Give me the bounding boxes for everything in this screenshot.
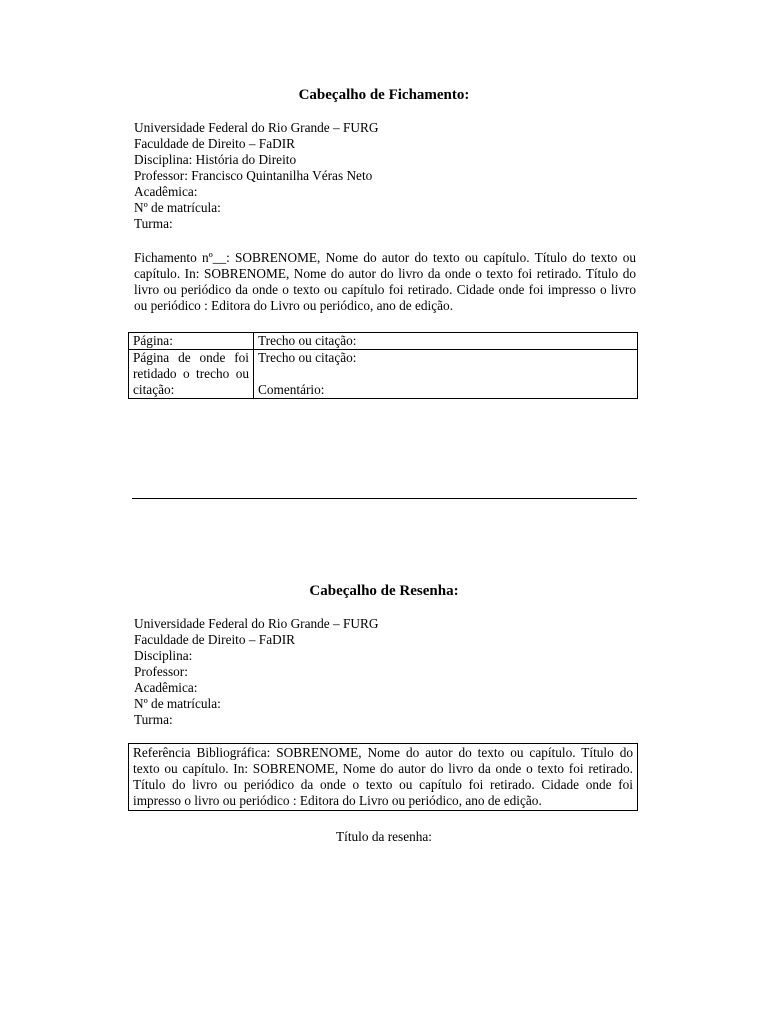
table-row: [129, 333, 638, 350]
resenha-title: Cabeçalho de Resenha:: [309, 583, 459, 599]
fichamento-table: [128, 332, 638, 399]
review-title: Título da resenha:: [336, 829, 432, 844]
table-cell-excerpt-comment: [254, 350, 638, 399]
spacer: [258, 366, 633, 382]
fichamento-header: [134, 120, 634, 232]
fichamento-citation: Fichamento nº__: SOBRENOME, Nome do autor do texto ou capítulo. Título do texto ou capítulo. In: SOBRENOME, Nome do autor do livro da onde o texto foi retirado. Título do livro ou periódico da onde o texto ou capítulo foi retirado. Cidade onde foi impresso o livro ou periódico : Editora do Livro ou periódico, ano de edição.: [134, 250, 636, 313]
section-divider: [132, 498, 637, 499]
table-row: [129, 350, 638, 399]
table-cell-page-label: Página:: [129, 333, 254, 350]
table-cell-excerpt-label: Trecho ou citação:: [254, 333, 638, 350]
table-cell-page-description: Página de onde foi retidado o trecho ou citação:: [129, 350, 254, 399]
header-faculty: Faculdade de Direito – FaDIR: [134, 632, 295, 647]
resenha-header: [134, 616, 634, 728]
header-registration: Nº de matrícula:: [134, 200, 221, 215]
header-registration: Nº de matrícula:: [134, 696, 221, 711]
header-professor: Professor:: [134, 664, 188, 679]
header-discipline: Disciplina: História do Direito: [134, 152, 297, 167]
comment-label: Comentário:: [258, 382, 325, 397]
excerpt-label: Trecho ou citação:: [258, 350, 357, 365]
header-student: Acadêmica:: [134, 184, 198, 199]
header-class: Turma:: [134, 712, 173, 727]
bibliographic-reference-box: Referência Bibliográfica: SOBRENOME, Nome do autor do texto ou capítulo. Título do texto ou capítulo. In: SOBRENOME, Nome do autor do livro da onde o texto foi retirado. Título do livro ou periódico da onde o texto ou capítulo foi retirado. Cidade onde foi impresso o livro ou periódico : Editora do Livro ou periódico, ano de edição.: [128, 743, 638, 811]
header-professor: Professor: Francisco Quintanilha Véras Neto: [134, 168, 373, 183]
header-university: Universidade Federal do Rio Grande – FURG: [134, 120, 379, 135]
header-university: Universidade Federal do Rio Grande – FURG: [134, 616, 379, 631]
header-class: Turma:: [134, 216, 173, 231]
header-faculty: Faculdade de Direito – FaDIR: [134, 136, 295, 151]
header-student: Acadêmica:: [134, 680, 198, 695]
header-discipline: Disciplina:: [134, 648, 193, 663]
fichamento-title: Cabeçalho de Fichamento:: [298, 87, 470, 103]
